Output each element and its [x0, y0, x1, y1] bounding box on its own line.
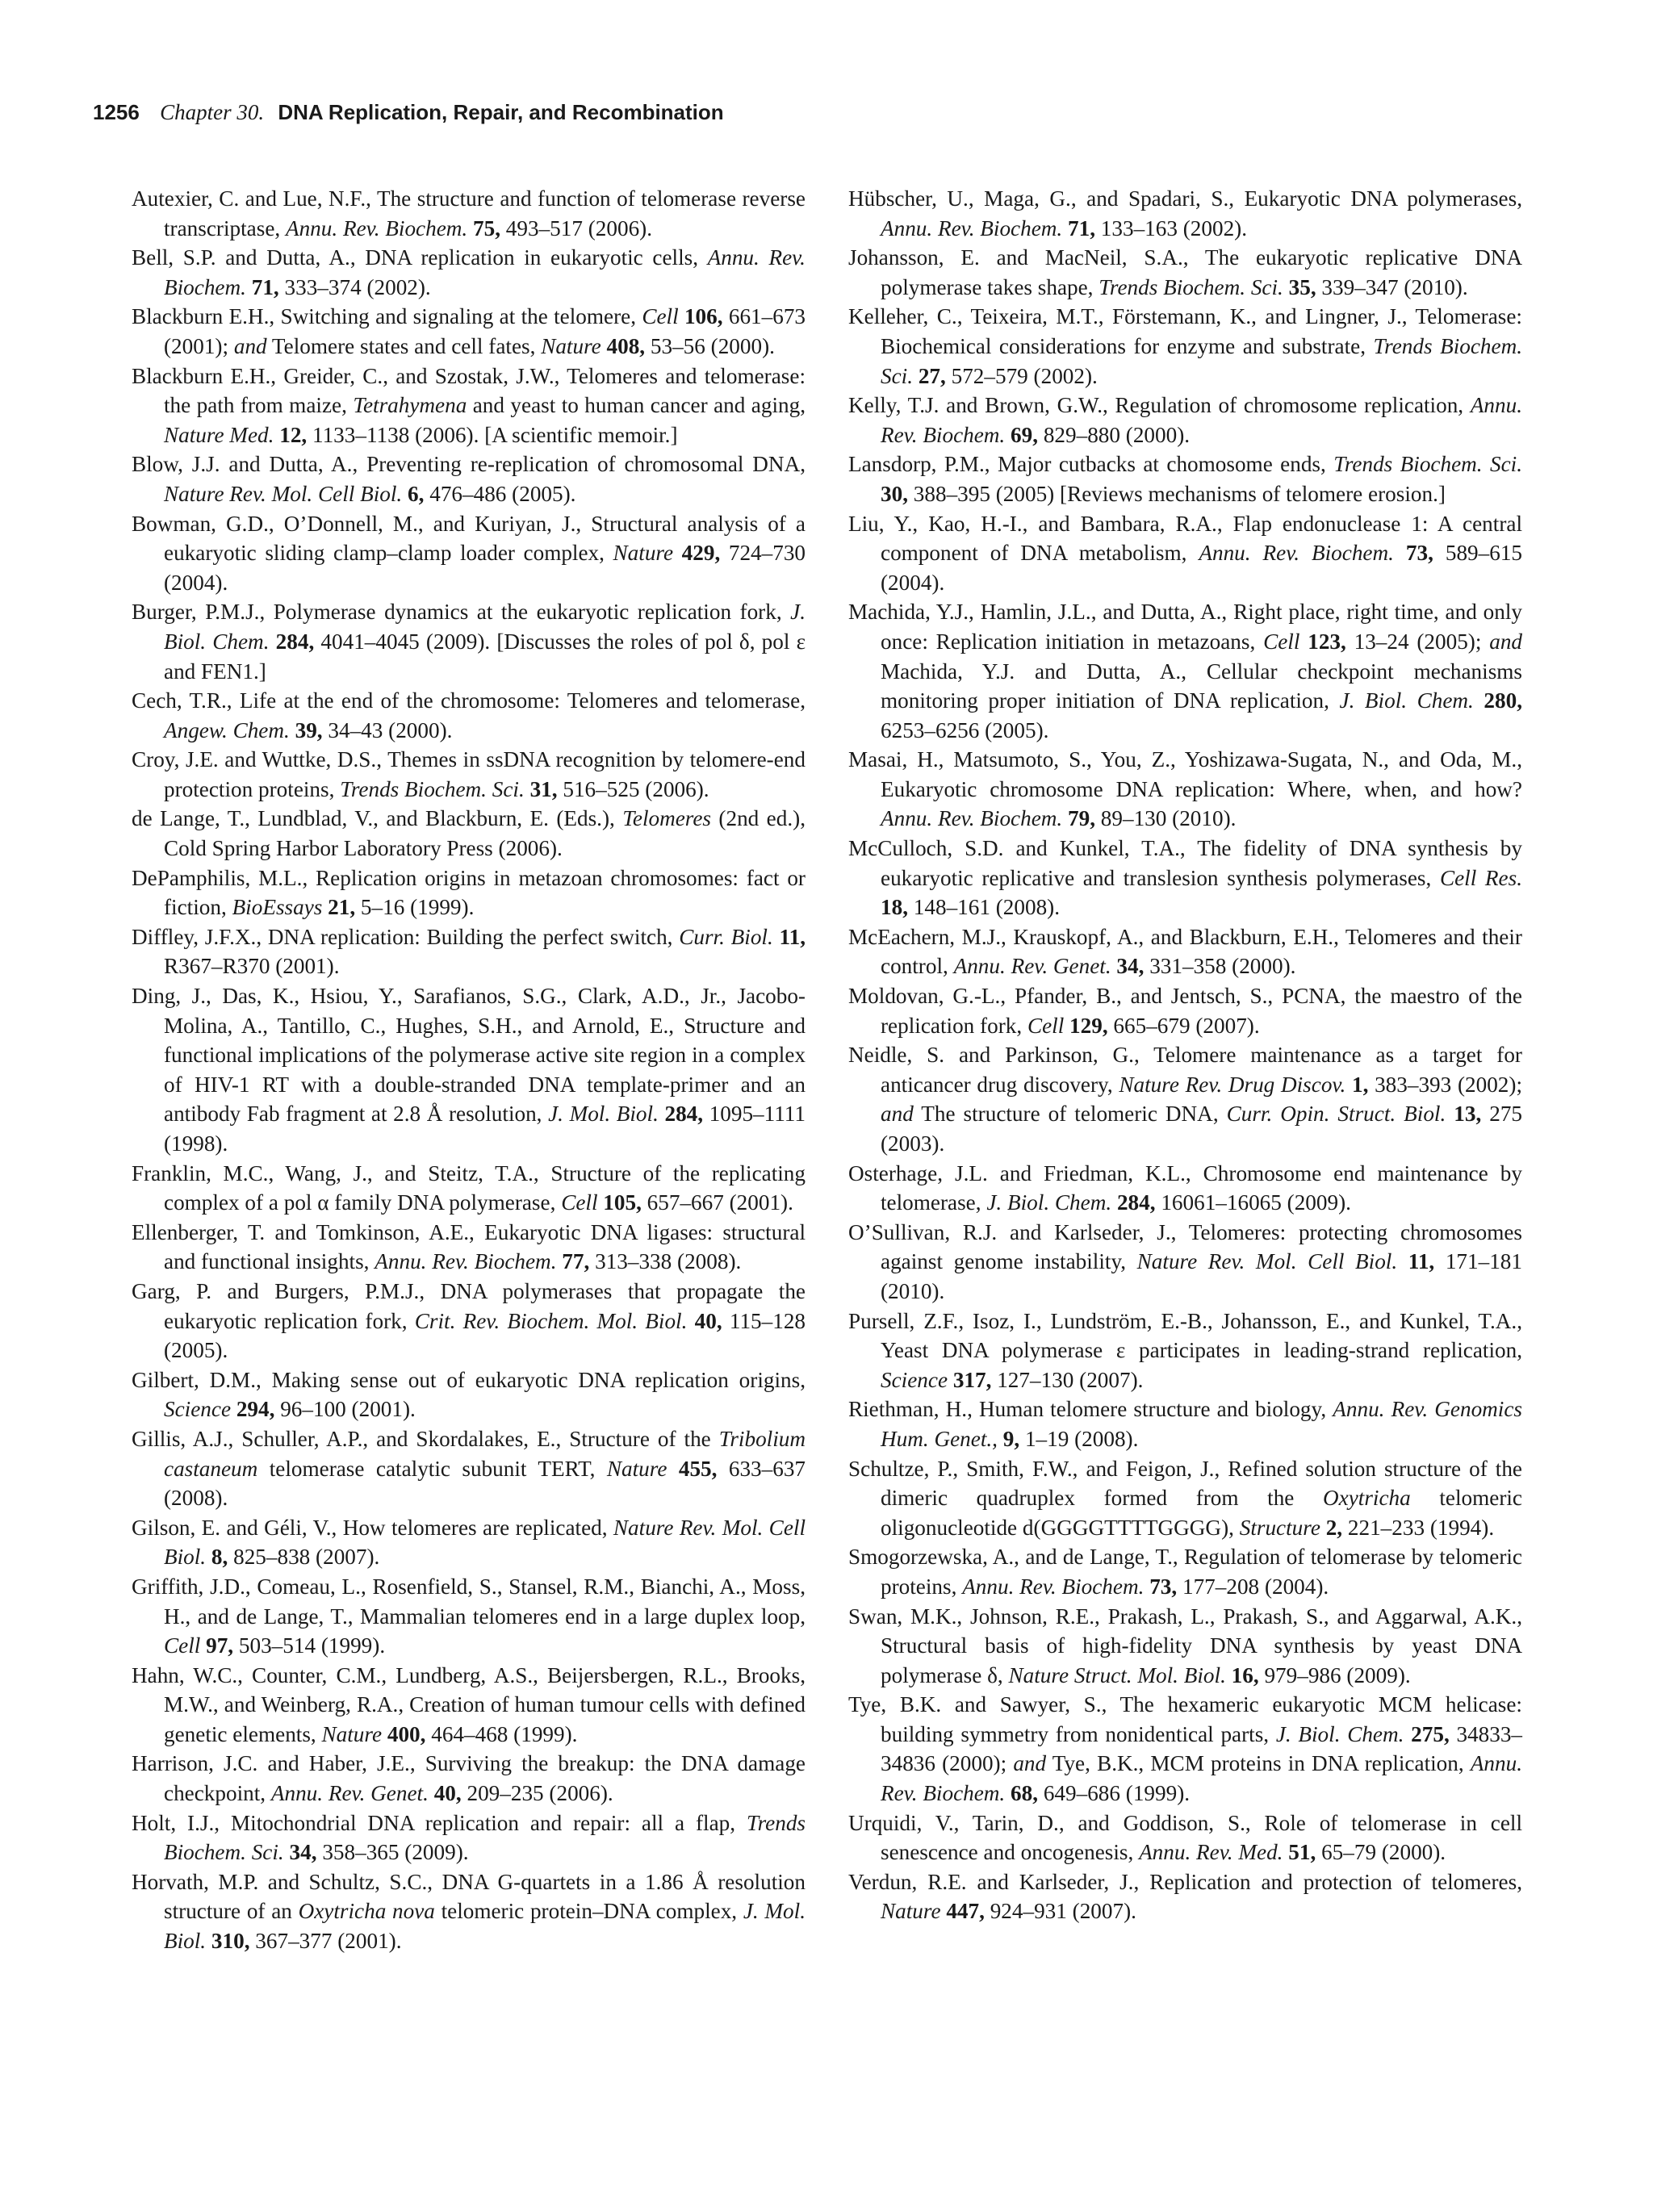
reference-text: [246, 275, 252, 299]
reference-entry: [848, 509, 1522, 598]
reference-volume: 275,: [1411, 1721, 1450, 1746]
reference-volume: 284,: [664, 1102, 704, 1127]
reference-italic-text: J. Biol. Chem.: [1339, 688, 1474, 713]
reference-entry: [132, 863, 806, 922]
reference-italic-text: J. Biol. Chem.: [1275, 1721, 1404, 1746]
reference-text: 5–16 (1999).: [355, 895, 475, 920]
reference-text: [284, 1840, 290, 1864]
reference-entry: [848, 745, 1522, 834]
reference-text: Moldovan, G.-L., Pfander, B., and Jentsch, S., PCNA, the maestro of the replication fork,: [848, 984, 1522, 1038]
page-number: 1256: [93, 100, 140, 124]
reference-text: [1062, 216, 1068, 240]
reference-text: 825–838 (2007).: [228, 1545, 380, 1570]
reference-text: Tye, B.K. and Sawyer, S., The hexameric eukaryotic MCM helicase: building symmetry from nonidentical parts,: [848, 1692, 1522, 1746]
reference-volume: 2,: [1325, 1515, 1343, 1540]
reference-italic-text: and: [1013, 1751, 1047, 1776]
reference-text: 649–686 (1999).: [1038, 1781, 1191, 1806]
reference-text: 313–338 (2008).: [589, 1249, 742, 1274]
reference-text: Burger, P.M.J., Polymerase dynamics at the eukaryotic replication fork,: [132, 600, 791, 625]
reference-text: 1–19 (2008).: [1019, 1426, 1139, 1451]
reference-italic-text: Cell: [561, 1190, 598, 1215]
reference-entry: [132, 1424, 806, 1513]
reference-text: [601, 334, 607, 358]
reference-entry: [848, 1454, 1522, 1543]
reference-entry: [132, 184, 806, 243]
reference-text: 979–986 (2009).: [1258, 1662, 1411, 1687]
reference-text: 6253–6256 (2005).: [881, 717, 1049, 742]
reference-italic-text: Tribolium castaneum: [164, 1426, 806, 1481]
reference-text: 171–181 (2010).: [881, 1249, 1522, 1303]
reference-volume: 34,: [1116, 954, 1145, 979]
reference-italic-text: Oxytricha: [1323, 1486, 1411, 1511]
reference-entry: [132, 1867, 806, 1956]
reference-entry: [848, 184, 1522, 243]
reference-text: 1095–1111 (1998).: [164, 1102, 806, 1156]
reference-text: [1111, 1190, 1117, 1215]
reference-entry: [848, 1395, 1522, 1453]
reference-entry: [848, 1690, 1522, 1808]
reference-text: 13–24 (2005);: [1345, 629, 1490, 654]
reference-text: Johansson, E. and MacNeil, S.A., The eukaryotic replicative DNA polymerase takes shape,: [848, 245, 1522, 299]
reference-text: [429, 1781, 434, 1805]
reference-entry: [848, 243, 1522, 302]
reference-volume: 73,: [1149, 1574, 1178, 1599]
reference-text: Gilbert, D.M., Making sense out of eukaryotic DNA replication origins,: [132, 1367, 806, 1392]
reference-text: Ding, J., Das, K., Hsiou, Y., Sarafianos, S.G., Clark, A.D., Jr., Jacobo-Molina, A., Tantillo, C., Hughes, S.H., and Arnold, E., Structure and functional implications of the polymerase active site region in a complex of HIV-1 RT with a double-stranded DNA template-primer and an antibody Fab fragment at 2.8 Å resolution,: [132, 984, 806, 1127]
reference-volume: 77,: [562, 1249, 590, 1274]
reference-text: [1062, 806, 1068, 830]
reference-entry: [132, 302, 806, 361]
reference-text: Kelly, T.J. and Brown, G.W., Regulation of chromosome replication,: [848, 393, 1471, 418]
reference-text: [1005, 423, 1011, 447]
reference-text: [998, 1427, 1003, 1451]
reference-volume: 13,: [1454, 1102, 1482, 1127]
reference-entry: [848, 1542, 1522, 1601]
reference-text: Autexier, C. and Lue, N.F., The structure and function of telomerase reverse transcriptase,: [132, 186, 806, 240]
reference-text: Riethman, H., Human telomere structure and biology,: [848, 1397, 1333, 1422]
reference-text: 333–374 (2002).: [278, 274, 431, 299]
reference-text: [290, 718, 295, 742]
reference-entry: [132, 1218, 806, 1277]
reference-text: 1133–1138 (2006). [A scientific memoir.]: [307, 422, 678, 447]
reference-volume: 310,: [211, 1929, 250, 1954]
reference-text: Liu, Y., Kao, H.-I., and Bambara, R.A., Flap endonuclease 1: A central component of DNA metabolism,: [848, 511, 1522, 566]
reference-entry: [132, 804, 806, 863]
reference-italic-text: Oxytricha nova: [298, 1899, 435, 1924]
reference-italic-text: Nature: [321, 1721, 383, 1746]
reference-text: [1404, 1722, 1411, 1746]
reference-text: 657–667 (2001).: [641, 1190, 793, 1215]
chapter-label: Chapter 30.: [160, 100, 265, 124]
reference-volume: 18,: [881, 895, 908, 920]
reference-italic-text: Annu. Rev. Biochem.: [285, 215, 468, 240]
reference-text: McCulloch, S.D. and Kunkel, T.A., The fidelity of DNA synthesis by eukaryotic replicative and translesion synthesis polymerases,: [848, 836, 1522, 890]
reference-volume: 51,: [1288, 1840, 1316, 1865]
reference-text: Machida, Y.J., Hamlin, J.L., and Dutta, A., Right place, right time, and only once: Replication initiation in metazoans,: [848, 600, 1522, 654]
reference-italic-text: Annu. Rev. Genet.: [270, 1781, 429, 1806]
reference-text: Masai, H., Matsumoto, S., You, Z., Yoshizawa-Sugata, N., and Oda, M., Eukaryotic chromosome DNA replication: Where, when, and how?: [848, 747, 1522, 801]
reference-volume: 40,: [694, 1308, 722, 1333]
reference-entry: [132, 509, 806, 598]
reference-text: Urquidi, V., Tarin, D., and Goddison, S., Role of telomerase in cell senescence and oncogenesis,: [848, 1810, 1522, 1865]
reference-text: [402, 482, 408, 506]
reference-volume: 31,: [529, 776, 558, 801]
reference-entry: [848, 834, 1522, 922]
reference-text: Cech, T.R., Life at the end of the chromosome: Telomeres and telomerase,: [132, 688, 806, 713]
reference-text: 339–347 (2010).: [1316, 274, 1468, 299]
reference-text: 133–163 (2002).: [1095, 215, 1248, 240]
reference-volume: 400,: [387, 1721, 426, 1746]
reference-entry: [132, 686, 806, 745]
reference-entry: [848, 1867, 1522, 1926]
reference-text: 661–673 (2001);: [164, 304, 806, 358]
reference-text: Harrison, J.C. and Haber, J.E., Surviving the breakup: the DNA damage checkpoint,: [132, 1751, 806, 1806]
reference-italic-text: Structure: [1239, 1515, 1320, 1540]
reference-volume: 317,: [952, 1367, 992, 1392]
reference-text: Schultze, P., Smith, F.W., and Feigon, J., Refined solution structure of the dimeric quadruplex formed from the: [848, 1456, 1522, 1511]
reference-volume: 284,: [275, 629, 315, 654]
reference-text: 829–880 (2000).: [1038, 422, 1191, 447]
reference-text: Ellenberger, T. and Tomkinson, A.E., Eukaryotic DNA ligases: structural and functional insights,: [132, 1219, 806, 1274]
reference-volume: 68,: [1011, 1781, 1039, 1806]
reference-italic-text: J. Mol. Biol.: [548, 1102, 659, 1127]
reference-text: Gilson, E. and Géli, V., How telomeres are replicated,: [132, 1515, 613, 1540]
reference-entry: [848, 1159, 1522, 1218]
reference-text: 589–615 (2004).: [881, 541, 1523, 595]
reference-italic-text: BioEssays: [232, 895, 323, 920]
reference-text: McEachern, M.J., Krauskopf, A., and Blackburn, E.H., Telomeres and their control,: [848, 924, 1522, 979]
reference-text: Hahn, W.C., Counter, C.M., Lundberg, A.S., Beijersbergen, R.L., Brooks, M.W., and Weinberg, R.A., Creation of human tumour cells with defined genetic elements,: [132, 1662, 806, 1746]
reference-text: DePamphilis, M.L., Replication origins in metazoan chromosomes: fact or fiction,: [132, 865, 806, 920]
reference-volume: 34,: [289, 1840, 317, 1865]
reference-text: 633–637 (2008).: [164, 1456, 806, 1511]
reference-text: 16061–16065 (2009).: [1155, 1190, 1351, 1215]
reference-text: telomeric protein–DNA complex,: [434, 1899, 743, 1924]
reference-italic-text: Nature: [613, 541, 674, 566]
reference-text: Horvath, M.P. and Schultz, S.C., DNA G-quartets in a 1.86 Å resolution structure of an: [132, 1869, 806, 1924]
reference-text: 53–56 (2000).: [645, 333, 775, 358]
reference-entry: [132, 745, 806, 804]
reference-volume: 1,: [1351, 1072, 1369, 1097]
reference-text: 221–233 (1994).: [1342, 1515, 1495, 1540]
reference-text: Swan, M.K., Johnson, R.E., Prakash, L., Prakash, S., and Aggarwal, A.K., Structural basis of high-fidelity DNA synthesis by yeast DNA polymerase δ,: [848, 1604, 1522, 1687]
reference-italic-text: Crit. Rev. Biochem. Mol. Biol.: [414, 1308, 688, 1333]
reference-text: [1394, 541, 1406, 565]
reference-volume: 9,: [1002, 1426, 1020, 1451]
reference-text: 388–395 (2005) [Reviews mechanisms of telomere erosion.]: [907, 481, 1446, 506]
chapter-title: DNA Replication, Repair, and Recombination: [278, 100, 724, 124]
reference-volume: 16,: [1231, 1662, 1259, 1687]
reference-entry: [132, 1572, 806, 1661]
reference-text: 572–579 (2002).: [945, 363, 1098, 388]
reference-text: [673, 541, 682, 565]
reference-italic-text: Annu. Rev. Biochem.: [962, 1574, 1145, 1599]
reference-italic-text: Cell: [1263, 629, 1300, 654]
reference-volume: 69,: [1011, 422, 1039, 447]
reference-italic-text: Trends Biochem. Sci.: [1099, 274, 1283, 299]
reference-text: [1474, 688, 1484, 713]
reference-text: O’Sullivan, R.J. and Karlseder, J., Telomeres: protecting chromosomes against genome instability,: [848, 1219, 1522, 1274]
reference-volume: 40,: [433, 1781, 462, 1806]
reference-volume: 39,: [295, 717, 323, 742]
reference-italic-text: Nature Rev. Mol. Cell Biol.: [164, 1515, 806, 1570]
reference-italic-text: Nature: [541, 333, 601, 358]
reference-entry: [132, 362, 806, 450]
reference-text: Bowman, G.D., O’Donnell, M., and Kuriyan, J., Structural analysis of a eukaryotic sliding clamp–clamp loader complex,: [132, 511, 806, 566]
reference-entry: [132, 1159, 806, 1218]
reference-text: 4041–4045 (2009). [Discusses the roles of pol δ, pol ε and FEN1.]: [164, 629, 806, 684]
reference-text: 367–377 (2001).: [249, 1929, 402, 1954]
reference-text: The structure of telomeric DNA,: [913, 1102, 1227, 1127]
reference-volume: 71,: [251, 274, 279, 299]
reference-italic-text: Annu. Rev. Genet.: [953, 954, 1111, 979]
reference-volume: 294,: [236, 1397, 275, 1422]
reference-entry: [848, 391, 1522, 450]
reference-entry: [132, 450, 806, 508]
reference-italic-text: Science: [164, 1397, 232, 1422]
reference-entry: [132, 1661, 806, 1750]
reference-text: 493–517 (2006).: [500, 215, 653, 240]
reference-text: [1320, 1516, 1326, 1540]
reference-italic-text: Nature Med.: [164, 422, 274, 447]
reference-text: telomerase catalytic subunit TERT,: [257, 1456, 607, 1481]
reference-text: [1397, 1249, 1408, 1273]
reference-text: and yeast to human cancer and aging,: [467, 393, 806, 418]
reference-text: 177–208 (2004).: [1177, 1574, 1329, 1599]
reference-text: Garg, P. and Burgers, P.M.J., DNA polymerases that propagate the eukaryotic replication fork,: [132, 1278, 806, 1333]
reference-volume: 129,: [1069, 1013, 1108, 1038]
reference-entry: [132, 922, 806, 981]
reference-italic-text: Cell: [642, 304, 679, 329]
reference-italic-text: Cell Res.: [1439, 865, 1522, 890]
reference-volume: 408,: [606, 333, 646, 358]
reference-entry: [848, 981, 1522, 1040]
reference-volume: 73,: [1405, 541, 1433, 566]
reference-volume: 27,: [918, 363, 946, 388]
reference-italic-text: Nature: [881, 1899, 941, 1924]
reference-text: Osterhage, J.L. and Friedman, K.L., Chromosome end maintenance by telomerase,: [848, 1160, 1522, 1215]
reference-text: Hübscher, U., Maga, G., and Spadari, S., Eukaryotic DNA polymerases,: [848, 186, 1522, 211]
reference-text: [667, 1457, 678, 1481]
reference-entry: [132, 1749, 806, 1808]
reference-italic-text: Annu. Rev. Biochem.: [881, 1751, 1522, 1806]
reference-entry: [848, 450, 1522, 508]
reference-italic-text: Annu. Rev. Biochem.: [881, 215, 1063, 240]
reference-text: Lansdorp, P.M., Major cutbacks at chomosome ends,: [848, 452, 1334, 477]
reference-text: [773, 925, 780, 949]
reference-text: [1283, 275, 1289, 299]
reference-text: [231, 1397, 236, 1421]
reference-entry: [848, 1040, 1522, 1158]
reference-italic-text: Tetrahymena: [353, 393, 467, 418]
reference-text: Gillis, A.J., Schuller, A.P., and Skordalakes, E., Structure of the: [132, 1426, 719, 1451]
reference-volume: 284,: [1116, 1190, 1156, 1215]
reference-entry: [848, 302, 1522, 391]
reference-text: [206, 1545, 211, 1569]
reference-italic-text: Cell: [1027, 1013, 1065, 1038]
reference-text: [1226, 1663, 1232, 1687]
references-left-column: [132, 184, 806, 1956]
reference-italic-text: Trends Biochem. Sci.: [340, 776, 525, 801]
reference-volume: 30,: [881, 481, 908, 506]
reference-volume: 447,: [946, 1899, 985, 1924]
reference-italic-text: J. Biol. Chem.: [986, 1190, 1112, 1215]
reference-text: [1005, 1781, 1011, 1805]
reference-text: 209–235 (2006).: [461, 1781, 613, 1806]
reference-text: 383–393 (2002);: [1368, 1072, 1522, 1097]
reference-italic-text: Trends Biochem. Sci.: [164, 1810, 806, 1865]
reference-text: R367–R370 (2001).: [164, 954, 340, 979]
reference-italic-text: Nature Rev. Mol. Cell Biol.: [164, 481, 403, 506]
reference-text: 34–43 (2000).: [322, 717, 453, 742]
reference-volume: 105,: [603, 1190, 642, 1215]
reference-italic-text: Annu. Rev. Genomics Hum. Genet.,: [881, 1397, 1522, 1451]
reference-entry: [848, 1307, 1522, 1395]
reference-text: [382, 1722, 387, 1746]
reference-text: Telomere states and cell fates,: [266, 333, 542, 358]
reference-text: Machida, Y.J. and Dutta, A., Cellular checkpoint mechanisms monitoring proper initiation of DNA replication,: [881, 659, 1522, 713]
reference-italic-text: Trends Biochem. Sci.: [881, 333, 1522, 388]
reference-text: Croy, J.E. and Wuttke, D.S., Themes in ssDNA recognition by telomere-end protection proteins,: [132, 747, 806, 801]
reference-text: 476–486 (2005).: [424, 481, 576, 506]
reference-text: 96–100 (2001).: [274, 1397, 416, 1422]
reference-text: Blow, J.J. and Dutta, A., Preventing re-replication of chromosomal DNA,: [132, 452, 806, 477]
reference-volume: 71,: [1068, 215, 1095, 240]
reference-text: 65–79 (2000).: [1316, 1840, 1446, 1865]
reference-volume: 280,: [1484, 688, 1522, 713]
reference-volume: 11,: [1408, 1249, 1435, 1274]
reference-entry: [132, 243, 806, 302]
reference-text: 115–128 (2005).: [164, 1308, 806, 1363]
reference-text: Smogorzewska, A., and de Lange, T., Regulation of telomerase by telomeric proteins,: [848, 1545, 1522, 1599]
references-right-column: [848, 184, 1522, 1926]
reference-volume: 11,: [779, 924, 806, 949]
reference-italic-text: Curr. Biol.: [679, 924, 773, 949]
reference-text: Blackburn E.H., Greider, C., and Szostak, J.W., Telomeres and telomerase: the path from maize,: [132, 363, 806, 418]
reference-italic-text: Angew. Chem.: [164, 717, 290, 742]
reference-entry: [848, 922, 1522, 981]
reference-text: 724–730 (2004).: [164, 541, 806, 595]
reference-text: Kelleher, C., Teixeira, M.T., Förstemann, K., and Lingner, J., Telomerase: Biochemical considerations for enzyme and substrate,: [848, 304, 1522, 358]
reference-volume: 6,: [408, 481, 425, 506]
reference-text: 148–161 (2008).: [907, 895, 1061, 920]
reference-text: Pursell, Z.F., Isoz, I., Lundström, E.-B., Johansson, E., and Kunkel, T.A., Yeast DNA polymerase ε participates in leading-strand replication,: [848, 1308, 1522, 1363]
reference-entry: [848, 597, 1522, 745]
reference-italic-text: Annu. Rev. Biochem.: [881, 393, 1522, 447]
reference-text: [948, 1368, 953, 1392]
reference-entry: [848, 1602, 1522, 1691]
reference-text: Tye, B.K., MCM proteins in DNA replication,: [1046, 1751, 1471, 1776]
reference-text: Diffley, J.F.X., DNA replication: Building the perfect switch,: [132, 924, 680, 949]
reference-italic-text: Annu. Rev. Biochem.: [375, 1249, 557, 1274]
reference-text: 358–365 (2009).: [316, 1840, 469, 1865]
reference-entry: [848, 1218, 1522, 1307]
reference-text: [687, 1309, 694, 1333]
reference-italic-text: Curr. Opin. Struct. Biol.: [1226, 1102, 1446, 1127]
reference-italic-text: and: [1489, 629, 1522, 654]
reference-italic-text: Science: [881, 1367, 948, 1392]
reference-entry: [132, 1808, 806, 1867]
reference-entry: [132, 1513, 806, 1572]
reference-text: (2nd ed.), Cold Spring Harbor Laboratory Press (2006).: [164, 806, 806, 861]
reference-volume: 106,: [684, 304, 723, 329]
reference-entry: [848, 1808, 1522, 1867]
reference-italic-text: Nature Rev. Drug Discov.: [1119, 1072, 1346, 1097]
reference-text: [525, 777, 530, 801]
reference-italic-text: Cell: [164, 1633, 201, 1658]
reference-text: [679, 304, 684, 328]
reference-text: 34833–34836 (2000);: [881, 1721, 1523, 1776]
reference-text: 503–514 (1999).: [233, 1633, 386, 1658]
reference-text: telomeric oligonucleotide d(GGGGTTTTGGGG),: [881, 1486, 1522, 1540]
reference-italic-text: J. Mol. Biol.: [164, 1899, 806, 1954]
reference-text: 665–679 (2007).: [1107, 1013, 1260, 1038]
reference-text: 127–130 (2007).: [991, 1367, 1144, 1392]
reference-text: [1345, 1073, 1352, 1097]
reference-text: [913, 364, 919, 388]
reference-text: 464–468 (1999).: [425, 1721, 578, 1746]
reference-volume: 35,: [1288, 274, 1316, 299]
reference-volume: 12,: [279, 422, 308, 447]
reference-volume: 75,: [473, 215, 500, 240]
reference-text: Blackburn E.H., Switching and signaling at the telomere,: [132, 304, 642, 329]
reference-entry: [132, 1277, 806, 1365]
reference-text: Griffith, J.D., Comeau, L., Rosenfield, S., Stansel, R.M., Bianchi, A., Moss, H., and de Lange, T., Mammalian telomeres end in a large duplex loop,: [132, 1574, 806, 1629]
reference-text: [270, 629, 276, 654]
reference-volume: 123,: [1308, 629, 1346, 654]
reference-italic-text: Nature: [606, 1456, 667, 1481]
reference-text: [1446, 1102, 1454, 1126]
reference-text: 331–358 (2000).: [1144, 954, 1296, 979]
reference-text: 516–525 (2006).: [557, 776, 709, 801]
reference-entry: [132, 1365, 806, 1424]
reference-entry: [132, 597, 806, 686]
reference-italic-text: Annu. Rev. Biochem.: [164, 245, 806, 299]
reference-text: 275 (2003).: [881, 1102, 1523, 1156]
reference-text: de Lange, T., Lundblad, V., and Blackburn, E. (Eds.),: [132, 806, 623, 831]
reference-volume: 97,: [206, 1633, 234, 1658]
reference-volume: 8,: [211, 1545, 228, 1570]
reference-text: [206, 1929, 211, 1953]
reference-italic-text: Telomeres: [622, 806, 712, 831]
reference-italic-text: J. Biol. Chem.: [164, 600, 806, 654]
reference-volume: 455,: [678, 1456, 718, 1481]
reference-text: Verdun, R.E. and Karlseder, J., Replication and protection of telomeres,: [848, 1869, 1522, 1894]
reference-entry: [132, 981, 806, 1159]
reference-italic-text: Annu. Rev. Biochem.: [1199, 541, 1394, 566]
reference-italic-text: and: [233, 333, 267, 358]
reference-italic-text: Nature Struct. Mol. Biol.: [1008, 1662, 1226, 1687]
reference-italic-text: Trends Biochem. Sci.: [1333, 452, 1522, 477]
reference-italic-text: Nature Rev. Mol. Cell Biol.: [1136, 1249, 1398, 1274]
reference-text: 89–130 (2010).: [1095, 806, 1237, 831]
reference-text: [1299, 629, 1308, 654]
reference-volume: 429,: [681, 541, 721, 566]
reference-text: Franklin, M.C., Wang, J., and Steitz, T.A., Structure of the replicating complex of a pol α family DNA polymerase,: [132, 1160, 806, 1215]
reference-italic-text: Annu. Rev. Biochem.: [881, 806, 1063, 831]
reference-italic-text: Annu. Rev. Med.: [1139, 1840, 1283, 1865]
reference-text: [467, 216, 473, 240]
reference-volume: 21,: [328, 895, 356, 920]
reference-volume: 79,: [1068, 806, 1095, 831]
reference-text: Neidle, S. and Parkinson, G., Telomere maintenance as a target for anticancer drug discovery,: [848, 1043, 1522, 1097]
reference-italic-text: and: [881, 1102, 914, 1127]
reference-text: 924–931 (2007).: [984, 1899, 1136, 1924]
reference-text: Holt, I.J., Mitochondrial DNA replication and repair: all a flap,: [132, 1810, 747, 1835]
running-header: [93, 100, 724, 125]
reference-text: Bell, S.P. and Dutta, A., DNA replication in eukaryotic cells,: [132, 245, 708, 270]
